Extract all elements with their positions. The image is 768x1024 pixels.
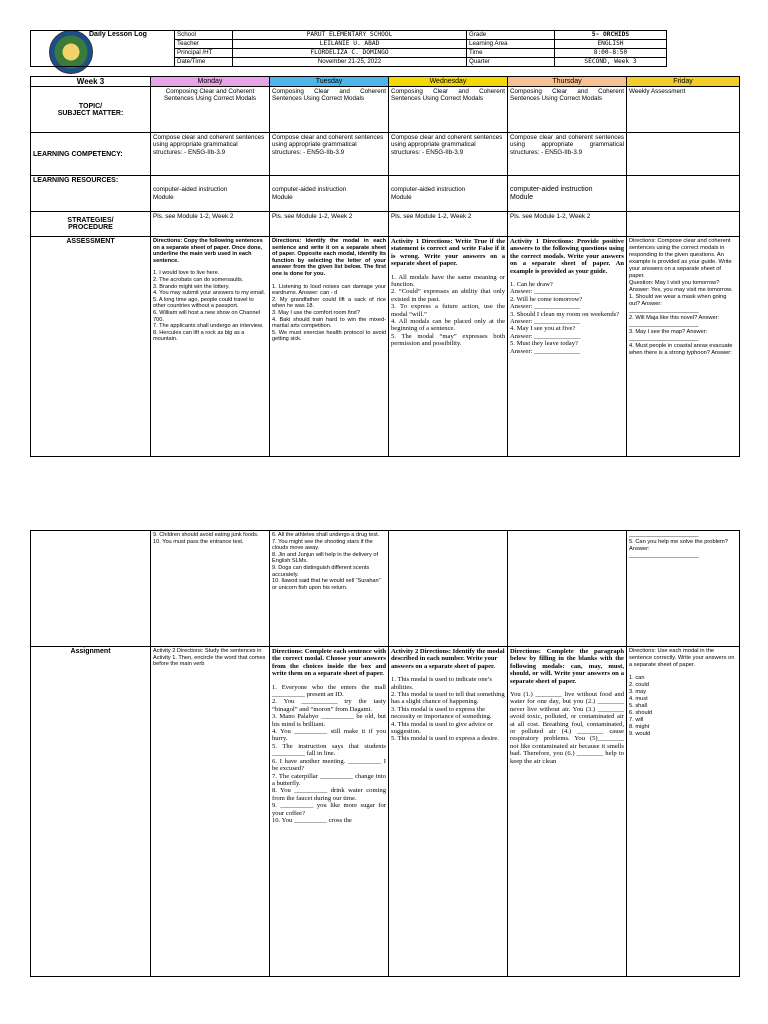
topic-cell: Composing Clear and Coherent Sentences Using Correct Modals — [151, 87, 270, 133]
continuation-label — [31, 531, 151, 647]
lesson-log-table-page2 — [30, 530, 740, 977]
topic-label: TOPIC/ SUBJECT MATTER: — [31, 87, 151, 133]
assignment-thursday — [508, 647, 627, 977]
header-label: Time — [467, 49, 555, 58]
assignment-tuesday-items: 1. Everyone who the enters the mall __________ present an ID. 2. You ___________ try the tasty “binagol” and “moron” from Dagami. 3. Mano Palabyo __________ be old, but his mind is brilliant. 4. You __________ still make it if you hurry. 5. The instruction says that students __________ fall in line. 6. I have another meeting. __________ I be excused? 7. The caterpillar __________ change into a butterfly. 8. You __________ drink water coming from the faucet during our time. 9. __________ you like more sugar for your coffee? 10. You __________ cross the — [272, 683, 386, 824]
strategies-cell: Pls. see Module 1-2, Week 2 — [389, 212, 508, 237]
assessment-friday-cont: ______________________ 5. Can you help me solve the problem? Answer: ______________________ — [627, 531, 740, 647]
assignment-monday: Activity 2 Directions: Study the sentences in Activity 1. Then, encircle the word that comes before the main verb — [151, 647, 270, 977]
header-label: Learning Area — [467, 40, 555, 49]
day-header-wednesday: Wednesday — [389, 77, 508, 87]
assignment-thursday-directions: Directions: Complete the paragraph below by filling in the blanks with the following modals: can, may, must, should, or will. Write your answers on a separate sheet of paper. — [510, 648, 624, 685]
competency-label: LEARNING COMPETENCY: — [31, 133, 151, 176]
header-label: Date/Time — [175, 58, 233, 67]
resources-cell: computer-aided instruction Module — [508, 176, 627, 212]
day-header-tuesday: Tuesday — [270, 77, 389, 87]
day-header-thursday: Thursday — [508, 77, 627, 87]
header-value: ENGLISH — [555, 40, 667, 49]
header-value: 5- ORCHIDS — [555, 31, 667, 40]
strategies-cell: Pls. see Module 1-2, Week 2 — [151, 212, 270, 237]
header-value: FLORDELIZA C. DOMINGO — [233, 49, 467, 58]
resources-cell: computer-aided instruction Module — [151, 176, 270, 212]
assignment-wednesday-items: 1. This modal is used to indicate one’s abilities. 2. This modal is used to tell that something has a slight chance of happening. 3. This modal is used to express the necessity or importance of something. 4. This modal is used to give advice or suggestion. 5. This modal is used to express a desire. — [391, 676, 505, 743]
strategies-cell: Pls. see Module 1-2, Week 2 — [270, 212, 389, 237]
assessment-monday-items: 1. I would love to live here. 2. The acrobats can do somersaults. 3. Brando might win the lottery. 4. You may submit your answers to my email. 5. A long time ago, people could travel to other countries without a passport. 6. William will host a new show on Channel 700. 7. The applicants shall undergo an interview. 8. Hercules can lift a rock as big as a mountain. — [153, 270, 266, 343]
assignment-friday-directions: Directions: Use each modal in the sentence correctly. Write your answers on a separate sheet of paper. — [629, 648, 735, 668]
resources-label: LEARNING RESOURCES: — [31, 176, 151, 212]
assessment-wednesday-cont — [389, 531, 508, 647]
topic-cell: Composing Clear and Coherent Sentences Using Correct Modals — [270, 87, 389, 133]
resources-cell: computer-aided instruction Module — [270, 176, 389, 212]
competency-cell: Compose clear and coherent sentences using appropriate grammatical structures: - EN5G-IIb-3.9 — [151, 133, 270, 176]
lesson-log-table-page1 — [30, 76, 740, 457]
assessment-wednesday — [389, 237, 508, 457]
assessment-thursday-items: 1. Can he draw? Answer: ______________ 2. Will he come tomorrow? Answer: ______________ 3. Should I clean my room on weekends? Answer: ______________ 4. May I see you at five? Answer: ______________ 5. Must they leave today? Answer: ______________ — [510, 281, 620, 355]
header-label: School — [175, 31, 233, 40]
assignment-friday-items: 1. can 2. could 3. may 4. must 5. shall 6. should 7. will 8. might 9. would — [629, 675, 653, 737]
strategies-cell: Pls. see Module 1-2, Week 2 — [508, 212, 627, 237]
doc-title: Daily Lesson Log — [89, 31, 147, 38]
strategies-cell — [627, 212, 740, 237]
assessment-monday-cont: 9. Children should avoid eating junk foods. 10. You must pass the entrance test. — [151, 531, 270, 647]
day-header-friday: Friday — [627, 77, 740, 87]
header-label: Grade — [467, 31, 555, 40]
day-header-monday: Monday — [151, 77, 270, 87]
assessment-wednesday-directions: Activity 1 Directions: Write True if the statement is correct and write False if it is wrong. Write your answers on a separate sheet of paper. — [391, 238, 505, 268]
resources-cell: computer-aided instruction Module — [389, 176, 508, 212]
assessment-thursday — [508, 237, 627, 457]
assessment-wednesday-items: 1. All modals have the same meaning or function. 2. “Could” expresses an ability that only existed in the past. 3. To express a future action, use the modal “will.” 4. All modals can be placed only at the beginning of a sentence. 5. The modal “may” expresses both permission and possibility. — [391, 273, 505, 348]
header-value: PARUT ELEMENTARY SCHOOL — [233, 31, 467, 40]
topic-cell: Weekly Assessment — [627, 87, 740, 133]
topic-cell: Composing Clear and Coherent Sentences Using Correct Modals — [389, 87, 508, 133]
assessment-label: ASSESSMENT — [31, 237, 151, 457]
header-value: LEILANIE U. ABAD — [233, 40, 467, 49]
competency-cell: Compose clear and coherent sentences using appropriate grammatical structures: - EN5G-IIb-3.9 — [508, 133, 627, 176]
assessment-tuesday-items: 1. Listening to loud noises can damage your eardrums. Answer: can - d 2. My grandfather could lift a sack of rice when he was 18. 3. May I use the comfort room first? 4. Baki should train hard to win the mixed-martial arts competition. 5. We must exercise health protocol to avoid getting sick. — [272, 283, 386, 343]
assessment-thursday-cont — [508, 531, 627, 647]
header-value: 8:00-8:50 — [555, 49, 667, 58]
assessment-tuesday-cont: 6. All the athletes shall undergo a drug test. 7. You might see the shooting stars if the clouds move away. 8. Jin and Junjun will help in the delivery of English SLMs. 9. Dogs can distinguish different scents accurately. 10. Ilawod said that he would sell “Surahan” or unicorn fish upon his return. — [270, 531, 389, 647]
header-label: Quarter — [467, 58, 555, 67]
assignment-thursday-paragraph: You (1.) ________ live without food and water for one day, but you (2.) ________ never live without air. You (3.) ________ avoid toxic, polluted, or contaminated air at all cost. Breathing foul, contaminated, or polluted air (4.) ________ cause respiratory problems. You (5)________ not like contaminated air because it smells bad. Therefore, you (6.) ________ help to keep the air clean — [510, 691, 624, 765]
header-value: November 21-25, 2022 — [233, 58, 467, 67]
header-label: Teacher — [175, 40, 233, 49]
assessment-tuesday — [270, 237, 389, 457]
assignment-label: Assignment — [31, 647, 151, 977]
strategies-label: STRATEGIES/ PROCEDURE — [31, 212, 151, 237]
competency-cell: Compose clear and coherent sentences using appropriate grammatical structures: - EN5G-IIb-3.9 — [270, 133, 389, 176]
competency-cell — [627, 133, 740, 176]
assessment-friday-text: Directions: Compose clear and coherent sentences using the correct modals in responding to the given questions. An example is provided as your guide. Write your answers on a separate sheet of paper. Question: May I visit you tomorrow? Answer: Yes, you may visit me tomorrow. 1. Should we wear a mask when going out? Answer: ______________________ 2. Will Maja like this novel? Answer: ______________________ 3. May I see the map? Answer: ______________________ 4. Must people in coastal areas evacuate when there is a strong typhoon? Answer: — [629, 238, 733, 356]
assignment-friday — [627, 647, 740, 977]
resources-cell — [627, 176, 740, 212]
assessment-monday-directions: Directions: Copy the following sentences on a separate sheet of paper. Once done, underline the main verb used in each sentence. — [153, 238, 263, 264]
assignment-wednesday-directions: Activity 2 Directions: Identify the modal described in each number. Write your answers on a separate sheet of paper. — [391, 648, 505, 670]
header-label: Principal /HT — [175, 49, 233, 58]
assessment-thursday-directions: Activity 1 Directions: Provide positive answers to the following questions using the correct modals. Write your answers on a separate sheet of paper. An example is provided as your guide. — [510, 238, 624, 275]
assessment-monday — [151, 237, 270, 457]
assignment-tuesday — [270, 647, 389, 977]
header-value: SECOND, Week 3 — [555, 58, 667, 67]
competency-cell: Compose clear and coherent sentences using appropriate grammatical structures: - EN5G-IIb-3.9 — [389, 133, 508, 176]
header-table — [30, 30, 667, 67]
assessment-tuesday-directions: Directions: Identify the modal in each sentence and write it on a separate sheet of paper. Opposite each modal, identify its function by selecting the letter of your answer from the given list below. The first one is done for you. — [272, 238, 386, 277]
doc-title-cell — [31, 31, 175, 67]
topic-cell: Composing Clear and Coherent Sentences Using Correct Modals — [508, 87, 627, 133]
assignment-wednesday — [389, 647, 508, 977]
assignment-tuesday-directions: Directions: Complete each sentence with the correct modal. Choose your answers from the choices inside the box and write them on a separate sheet of paper. — [272, 648, 386, 678]
assessment-friday — [627, 237, 740, 457]
week-label: Week 3 — [31, 77, 151, 87]
